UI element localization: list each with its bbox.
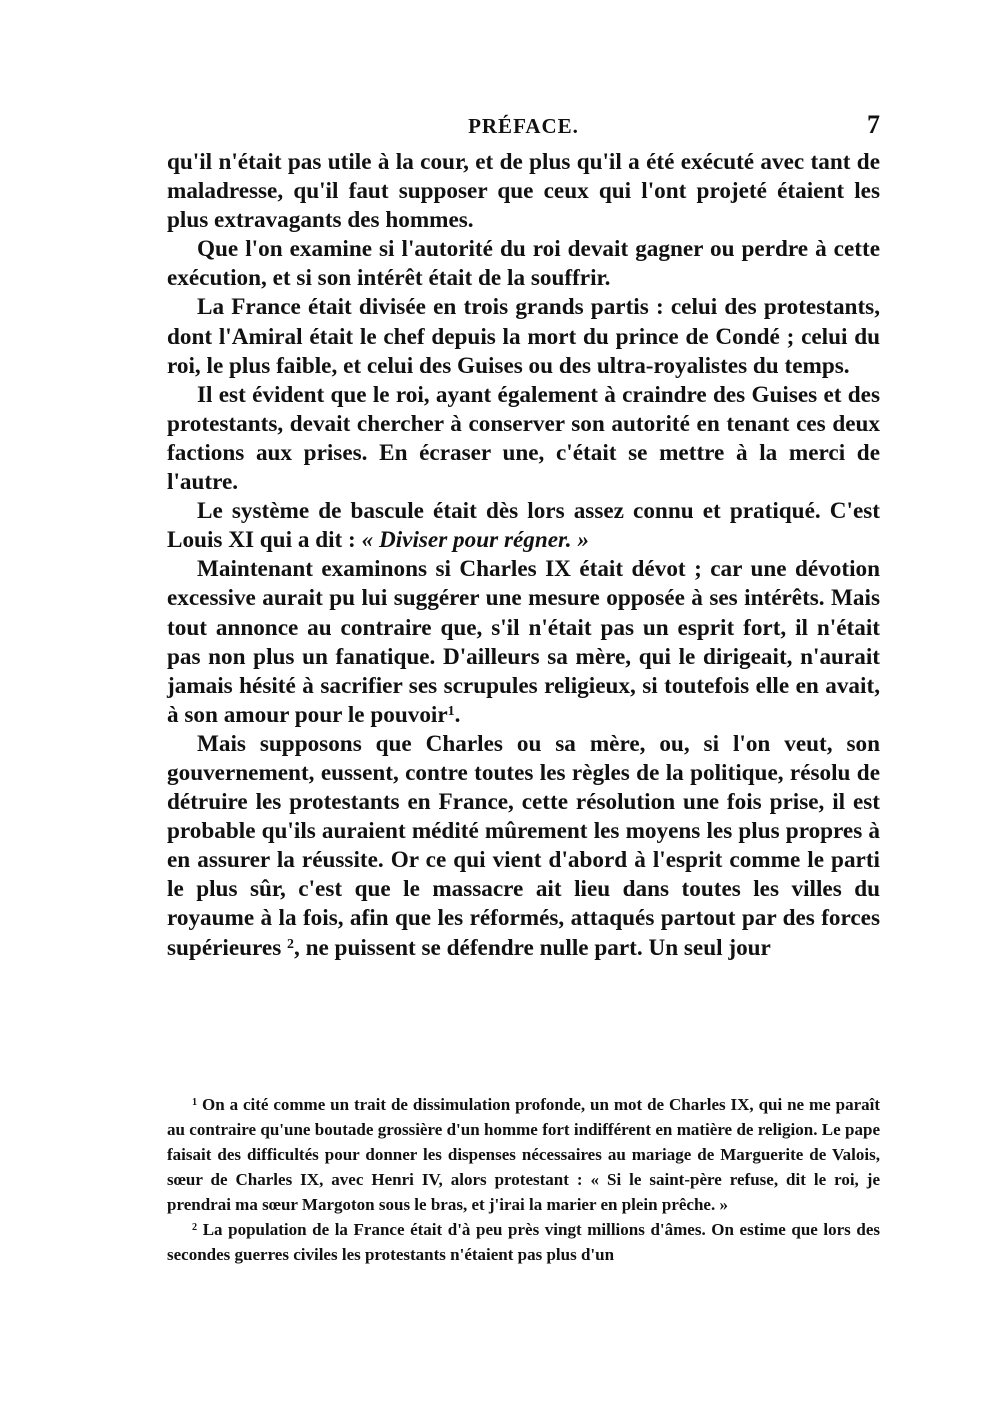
footnote-text: On a cité comme un trait de dissimulation profonde, un mot de Charles IX, qui ne me paraît au contraire qu'une boutade grossière d'un homme fort indifférent en matière de religion. Le pape faisait des difficultés pour donner les dispenses nécessaires au mariage de Marguerite de Valois, sœur de Charles IX, avec Henri IV, alors protestant : « Si le saint-père refuse, dit le roi, je prendrai ma sœur Margoton sous le bras, et j'irai la marier en plein prêche. » [167, 1095, 880, 1214]
quotation: « Diviser pour régner. » [361, 527, 589, 554]
body-text [167, 148, 880, 963]
footnote-reference[interactable]: 1 [447, 703, 455, 719]
paragraph-text: Mais supposons que Charles ou sa mère, ou, si l'on veut, son gouvernement, eussent, contre toutes les règles de la politique, résolu de détruire les protestants en France, cette résolution une fois prise, il est probable qu'ils auraient médité mûrement les moyens les plus propres à en assurer la réussite. Or ce qui vient d'abord à l'esprit comme le parti le plus sûr, c'est que le massacre ait lieu dans toutes les villes du royaume à la fois, afin que les réformés, attaqués partout par des forces supérieures [167, 730, 880, 961]
paragraph-text: , ne puissent se défendre nulle part. Un seul jour [293, 934, 771, 961]
footnote-text: La population de la France était d'à peu près vingt millions d'âmes. On estime que lors des secondes guerres civiles les protestants n'étaient pas plus d'un [167, 1220, 880, 1264]
punctuation: . [454, 701, 461, 728]
paragraph-text: Maintenant examinons si Charles IX était dévot ; car une dévotion excessive aurait pu lui suggérer une mesure opposée à ses intérêts. Mais tout annonce au contraire que, s'il n'était pas un esprit fort, il n'était pas non plus un fanatique. D'ailleurs sa mère, qui le dirigeait, n'aurait jamais hésité à sacrifier ses scrupules religieux, si toutefois elle en avait, à son amour pour le pouvoir [167, 556, 880, 728]
footnote-marker: 2 [192, 1221, 198, 1233]
paragraph: Il est évident que le roi, ayant également à craindre des Guises et des protestants, devait chercher à conserver son autorité en tenant ces deux factions aux prises. En écraser une, c'était se mettre à la merci de l'autre. [167, 381, 880, 496]
paragraph [167, 555, 880, 730]
footnote-marker: 1 [192, 1096, 198, 1108]
paragraph: La France était divisée en trois grands partis : celui des protestants, dont l'Amiral était le chef depuis la mort du prince de Condé ; celui du roi, le plus faible, et celui des Guises ou des ultra-royalistes du temps. [167, 294, 880, 379]
paragraph-continued: qu'il n'était pas utile à la cour, et de plus qu'il a été exécuté avec tant de maladresse, qu'il faut supposer que ceux qui l'ont projeté étaient les plus extravagants des hommes. [167, 149, 880, 234]
paragraph-text: Le système de bascule était dès lors assez connu et pratiqué. C'est Louis XI qui a dit : [167, 498, 880, 554]
page-number: 7 [867, 110, 880, 139]
running-title: PRÉFACE. [468, 114, 579, 138]
footnote-reference[interactable]: 2 [287, 936, 294, 952]
paragraph: Que l'on examine si l'autorité du roi devait gagner ou perdre à cette exécution, et si son intérêt était de la souffrir. [167, 236, 880, 292]
footnote [167, 1217, 880, 1267]
footnote [167, 1092, 880, 1217]
footnotes [167, 1092, 880, 1267]
paragraph [167, 497, 880, 555]
page-header [167, 110, 880, 140]
paragraph [167, 730, 880, 963]
